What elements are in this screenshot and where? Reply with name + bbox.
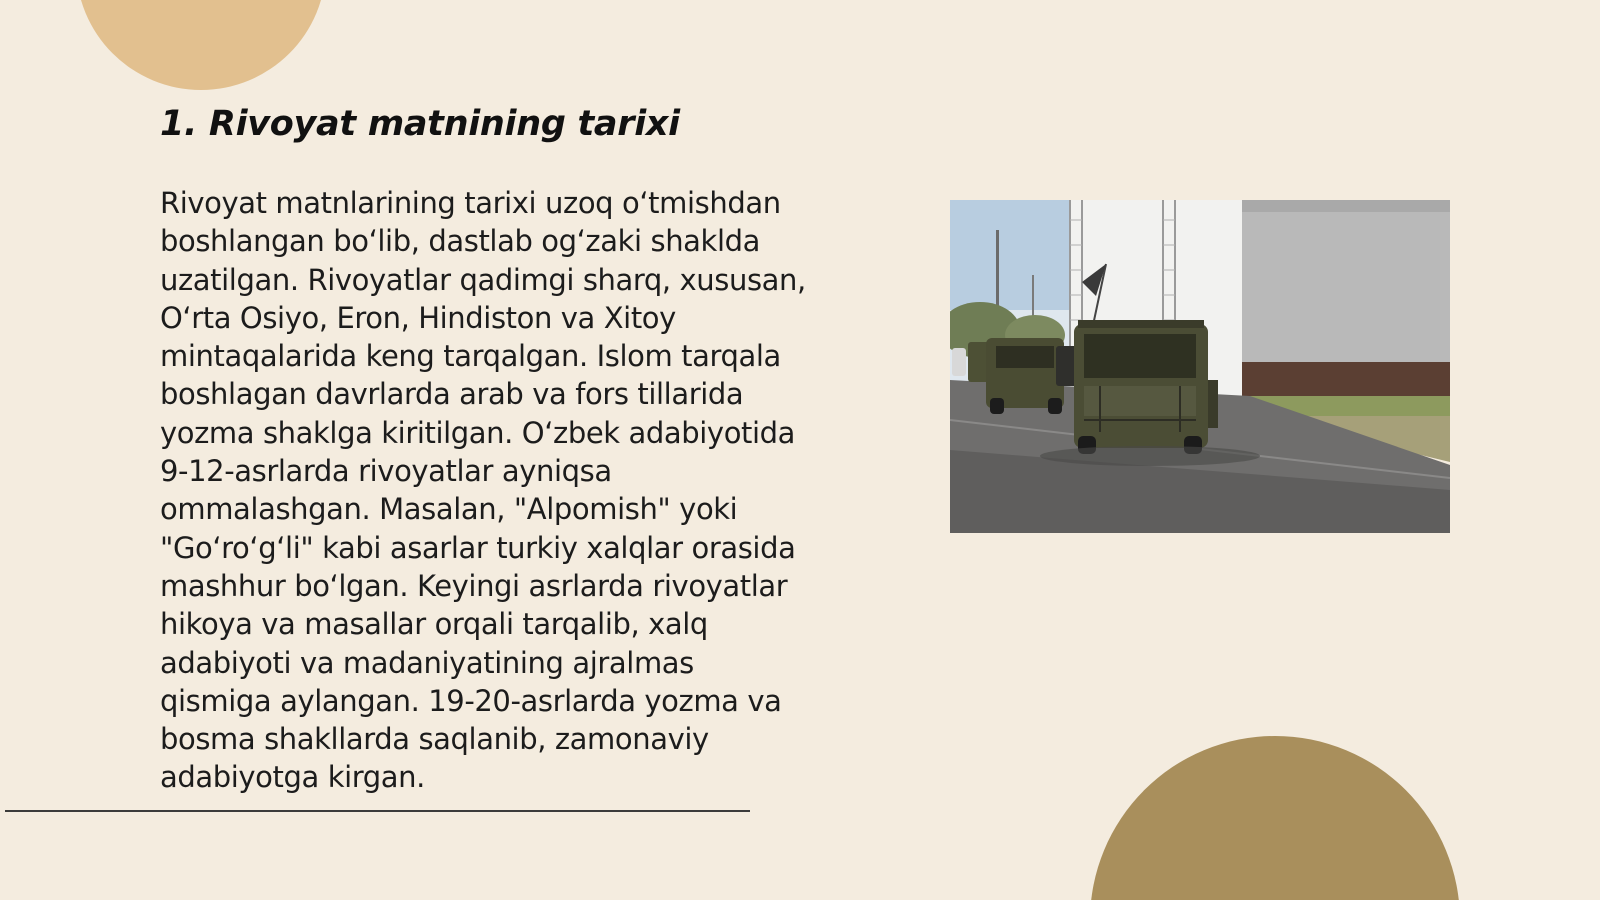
paragraph-line: boshlangan boʻlib, dastlab ogʻzaki shaklda — [160, 224, 760, 259]
paragraph-line: 9-12-asrlarda rivoyatlar ayniqsa — [160, 454, 612, 489]
paragraph-line: adabiyoti va madaniyatining ajralmas — [160, 645, 694, 680]
paragraph-line: boshlagan davrlarda arab va fors tillarida — [160, 377, 744, 412]
paragraph-line: hikoya va masallar orqali tarqalib, xalq — [160, 607, 708, 642]
body-paragraph — [160, 184, 860, 797]
decorative-circle-bottom — [1090, 736, 1460, 900]
paragraph-line: "Goʻroʻgʻli" kabi asarlar turkiy xalqlar orasida — [160, 530, 796, 565]
paragraph-line: mintaqalarida keng tarqalgan. Islom tarqala — [160, 339, 781, 374]
paragraph-line: bosma shakllarda saqlanib, zamonaviy — [160, 722, 709, 757]
paragraph-line: adabiyotga kirgan. — [160, 760, 425, 795]
paragraph-line: uzatilgan. Rivoyatlar qadimgi sharq, xususan, — [160, 262, 806, 297]
paragraph-line: yozma shaklga kiritilgan. Oʻzbek adabiyotida — [160, 415, 796, 450]
paragraph-line: mashhur boʻlgan. Keyingi asrlarda rivoyatlar — [160, 568, 788, 603]
paragraph-line: Oʻrta Osiyo, Eron, Hindiston va Xitoy — [160, 300, 676, 335]
decorative-circle-top — [76, 0, 326, 90]
slide-title: 1. Rivoyat matnining tarixi — [160, 104, 680, 144]
photo-military-vehicles — [950, 200, 1450, 533]
paragraph-line: ommalashgan. Masalan, "Alpomish" yoki — [160, 492, 738, 527]
paragraph-line: qismiga aylangan. 19-20-asrlarda yozma va — [160, 683, 782, 718]
paragraph-line: Rivoyat matnlarining tarixi uzoq oʻtmishdan — [160, 186, 781, 220]
divider-line — [5, 810, 750, 812]
